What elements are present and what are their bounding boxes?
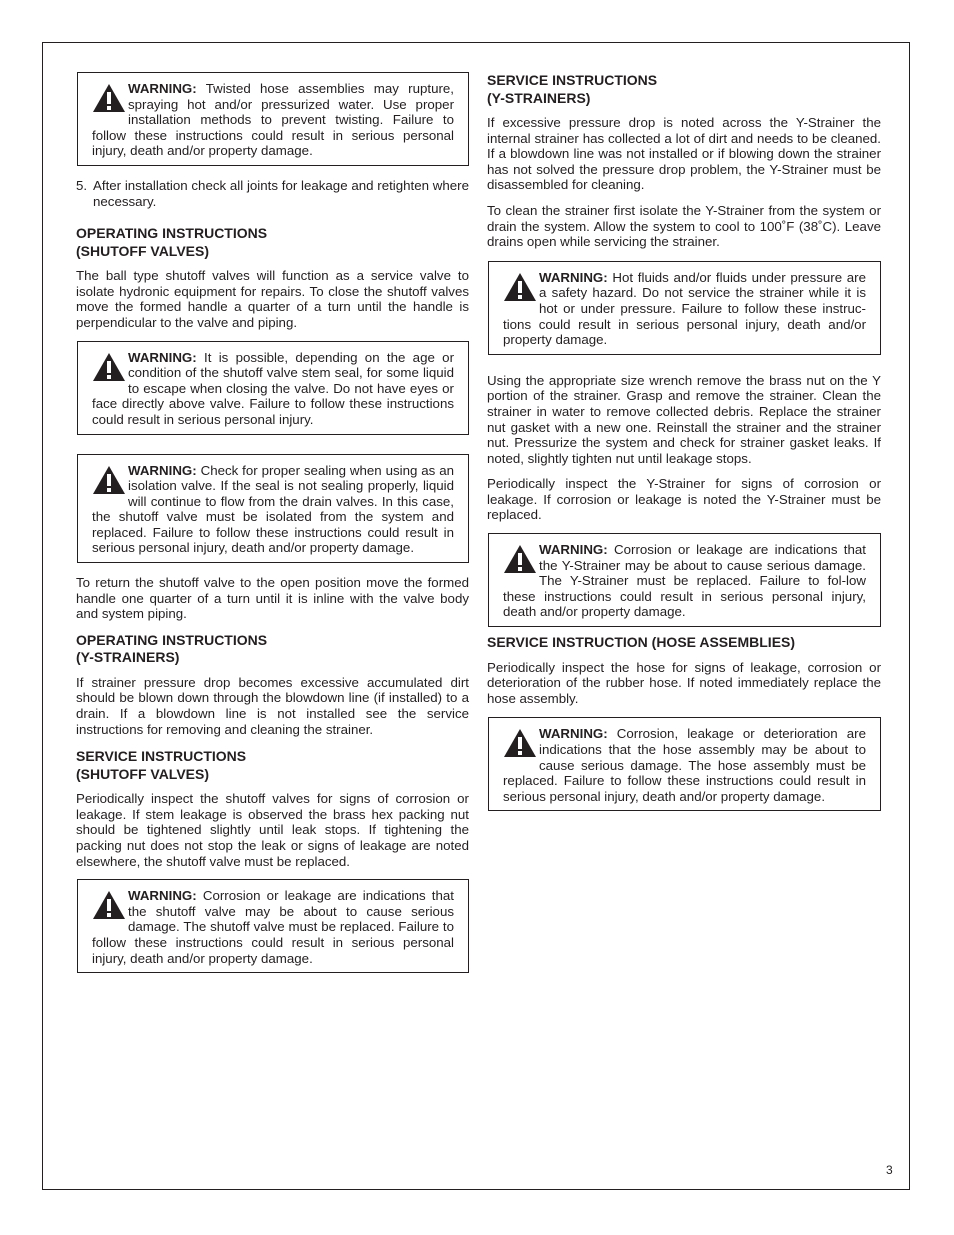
paragraph-operating-shutoff: The ball type shutoff valves will function as a service valve to isolate hydronic equipment for repairs. To close the shutoff valves move the formed handle a quarter of a turn until the handle is perpendicular to the valve and piping. bbox=[76, 268, 469, 330]
paragraph-service-strainer-2: To clean the strainer first isolate the Y-Strainer from the system or drain the system. Allow the system to cool to 100˚F (38˚C). Leave drains open while servicing the strainer. bbox=[487, 202, 881, 250]
warning-triangle-icon bbox=[503, 728, 537, 758]
warning-triangle-icon bbox=[92, 352, 126, 382]
paragraph-service-hose: Periodically inspect the hose for signs of leakage, corrosion or deterioration of the rubber hose. If noted immediately replace the hose assembly. bbox=[487, 659, 881, 706]
section-title-operating-shutoff bbox=[76, 225, 469, 260]
title-line: (SHUTOFF VALVES) bbox=[76, 765, 209, 782]
title-line: SERVICE INSTRUCTIONS bbox=[487, 72, 658, 88]
right-column bbox=[487, 72, 881, 822]
warning-triangle-icon bbox=[92, 890, 126, 920]
warning-label: WARNING: bbox=[539, 542, 608, 558]
warning-box-sealing bbox=[77, 454, 469, 564]
paragraph-operating-strainer: If strainer pressure drop becomes excessive accumulated dirt should be blown down through the blowdown line (if installed) to a drain. If a blowdown line is not installed see the service instructions for removing and cleaning the strainer. bbox=[76, 674, 469, 737]
warning-label: WARNING: bbox=[539, 269, 608, 285]
title-line: (Y-STRAINERS) bbox=[76, 649, 180, 666]
warning-text: It is possible, depending on the age or condition of the shutoff valve stem seal, for some liquid to escape when closing the valve. Do not have eyes or face directly above valve. Failure to follow these instructions could result in serious personal injury. bbox=[92, 349, 454, 427]
title-line: SERVICE INSTRUCTIONS bbox=[76, 748, 247, 765]
warning-triangle-icon bbox=[92, 83, 126, 113]
warning-label: WARNING: bbox=[539, 726, 608, 742]
warning-box-shutoff-corrosion bbox=[77, 879, 469, 973]
warning-text: Corrosion, leakage or deterioration are indications that the hose assembly may be about to cause serious damage. The hose assembly must be replaced. Failure to follow these instructions could result in serious personal injury, death and/or property damage. bbox=[503, 726, 866, 804]
warning-text: Check for proper sealing when using as an isolation valve. If the seal is not sealing properly, liquid will continue to flow from the drain valves. In this case, the shutoff valve must be isolated from the system and replaced. Failure to follow these instructions could result in serious personal injury, death and/or property damage. bbox=[92, 462, 454, 556]
page-number: 3 bbox=[886, 1163, 893, 1177]
warning-label: WARNING: bbox=[128, 81, 197, 96]
warning-label: WARNING: bbox=[128, 462, 197, 478]
paragraph-wrench: Using the appropriate size wrench remove the brass nut on the Y portion of the strainer. Grasp and remove the strainer. Clean the strainer in water to remove collected debris. Replace the strainer nut gasket with a new one. Reinstall the strainer and the strainer nut. Pressurize the system and check for strainer gasket leaks. If noted, slightly tighten nut until leakage stops. bbox=[487, 372, 881, 466]
section-title-operating-strainer bbox=[76, 632, 469, 667]
warning-box-hose-corrosion bbox=[488, 717, 881, 811]
section-title-service-hose bbox=[487, 634, 881, 652]
paragraph-service-strainer-1: If excessive pressure drop is noted across the Y-Strainer the internal strainer has collected a lot of dirt and needs to be cleaned. If a blowdown line was not installed or if blowing down the strainer has not solved the pressure drop problem, the Y-Strainer must be disassembled for cleaning. bbox=[487, 115, 881, 193]
section-title-service-shutoff bbox=[76, 748, 469, 783]
title-line: SERVICE INSTRUCTION (HOSE ASSEMBLIES) bbox=[487, 634, 796, 651]
section-title-service-strainer bbox=[487, 72, 881, 107]
warning-box-strainer-corrosion bbox=[488, 533, 881, 627]
warning-label: WARNING: bbox=[128, 888, 197, 904]
warning-triangle-icon bbox=[92, 465, 126, 495]
left-column bbox=[76, 72, 469, 984]
warning-box-hose-twist bbox=[77, 72, 469, 166]
warning-triangle-icon bbox=[503, 272, 537, 302]
list-text: After installation check all joints for leakage and retighten where necessary. bbox=[93, 177, 469, 209]
warning-box-stem-seal bbox=[77, 341, 469, 435]
title-line: (SHUTOFF VALVES) bbox=[76, 242, 209, 259]
warning-triangle-icon bbox=[503, 544, 537, 574]
list-item-step-5 bbox=[76, 178, 469, 209]
warning-text: Twisted hose assemblies may rupture, spraying hot and/or pressurized water. Use proper installation methods to prevent twisting. Failure to follow these instructions could result in serious personal injury, death and/or property damage. bbox=[92, 81, 454, 159]
title-line: OPERATING INSTRUCTIONS bbox=[76, 225, 268, 242]
list-number: 5. bbox=[76, 177, 88, 193]
warning-text: Hot fluids and/or fluids under pressure are a safety hazard. Do not service the strainer while it is hot or under pressure. Failure to follow these instruc-tions could result in serious personal injury, death and/or property damage. bbox=[503, 269, 866, 348]
warning-text: Corrosion or leakage are indications that the shutoff valve may be about to cause serious damage. The shutoff valve must be replaced. Failure to follow these instructions could result in serious personal injury, death and/or property damage. bbox=[92, 888, 454, 966]
paragraph-service-shutoff: Periodically inspect the shutoff valves for signs of corrosion or leakage. If stem leakage is observed the brass hex packing nut should be tightened slightly until leak stops. If tightening the packing nut does not stop the leak or signs of leakage are noted elsewhere, the shutoff valve must be replaced. bbox=[76, 791, 469, 869]
warning-text: Corrosion or leakage are indications that the Y-Strainer may be about to cause serious damage. The Y-Strainer must be replaced. Failure to fol-low these instructions could result in serious personal injury, death and/or property damage. bbox=[503, 542, 866, 620]
title-line: (Y-STRAINERS) bbox=[487, 89, 591, 106]
warning-box-hot-fluids bbox=[488, 261, 881, 355]
paragraph-periodic-strainer: Periodically inspect the Y-Strainer for signs of corrosion or leakage. If corrosion or leakage is noted the Y-Strainer must be replaced. bbox=[487, 476, 881, 523]
paragraph-return-open: To return the shutoff valve to the open position move the formed handle one quarter of a turn until it is inline with the valve body and system piping. bbox=[76, 575, 469, 622]
title-line: OPERATING INSTRUCTIONS bbox=[76, 631, 268, 648]
warning-label: WARNING: bbox=[128, 349, 197, 365]
